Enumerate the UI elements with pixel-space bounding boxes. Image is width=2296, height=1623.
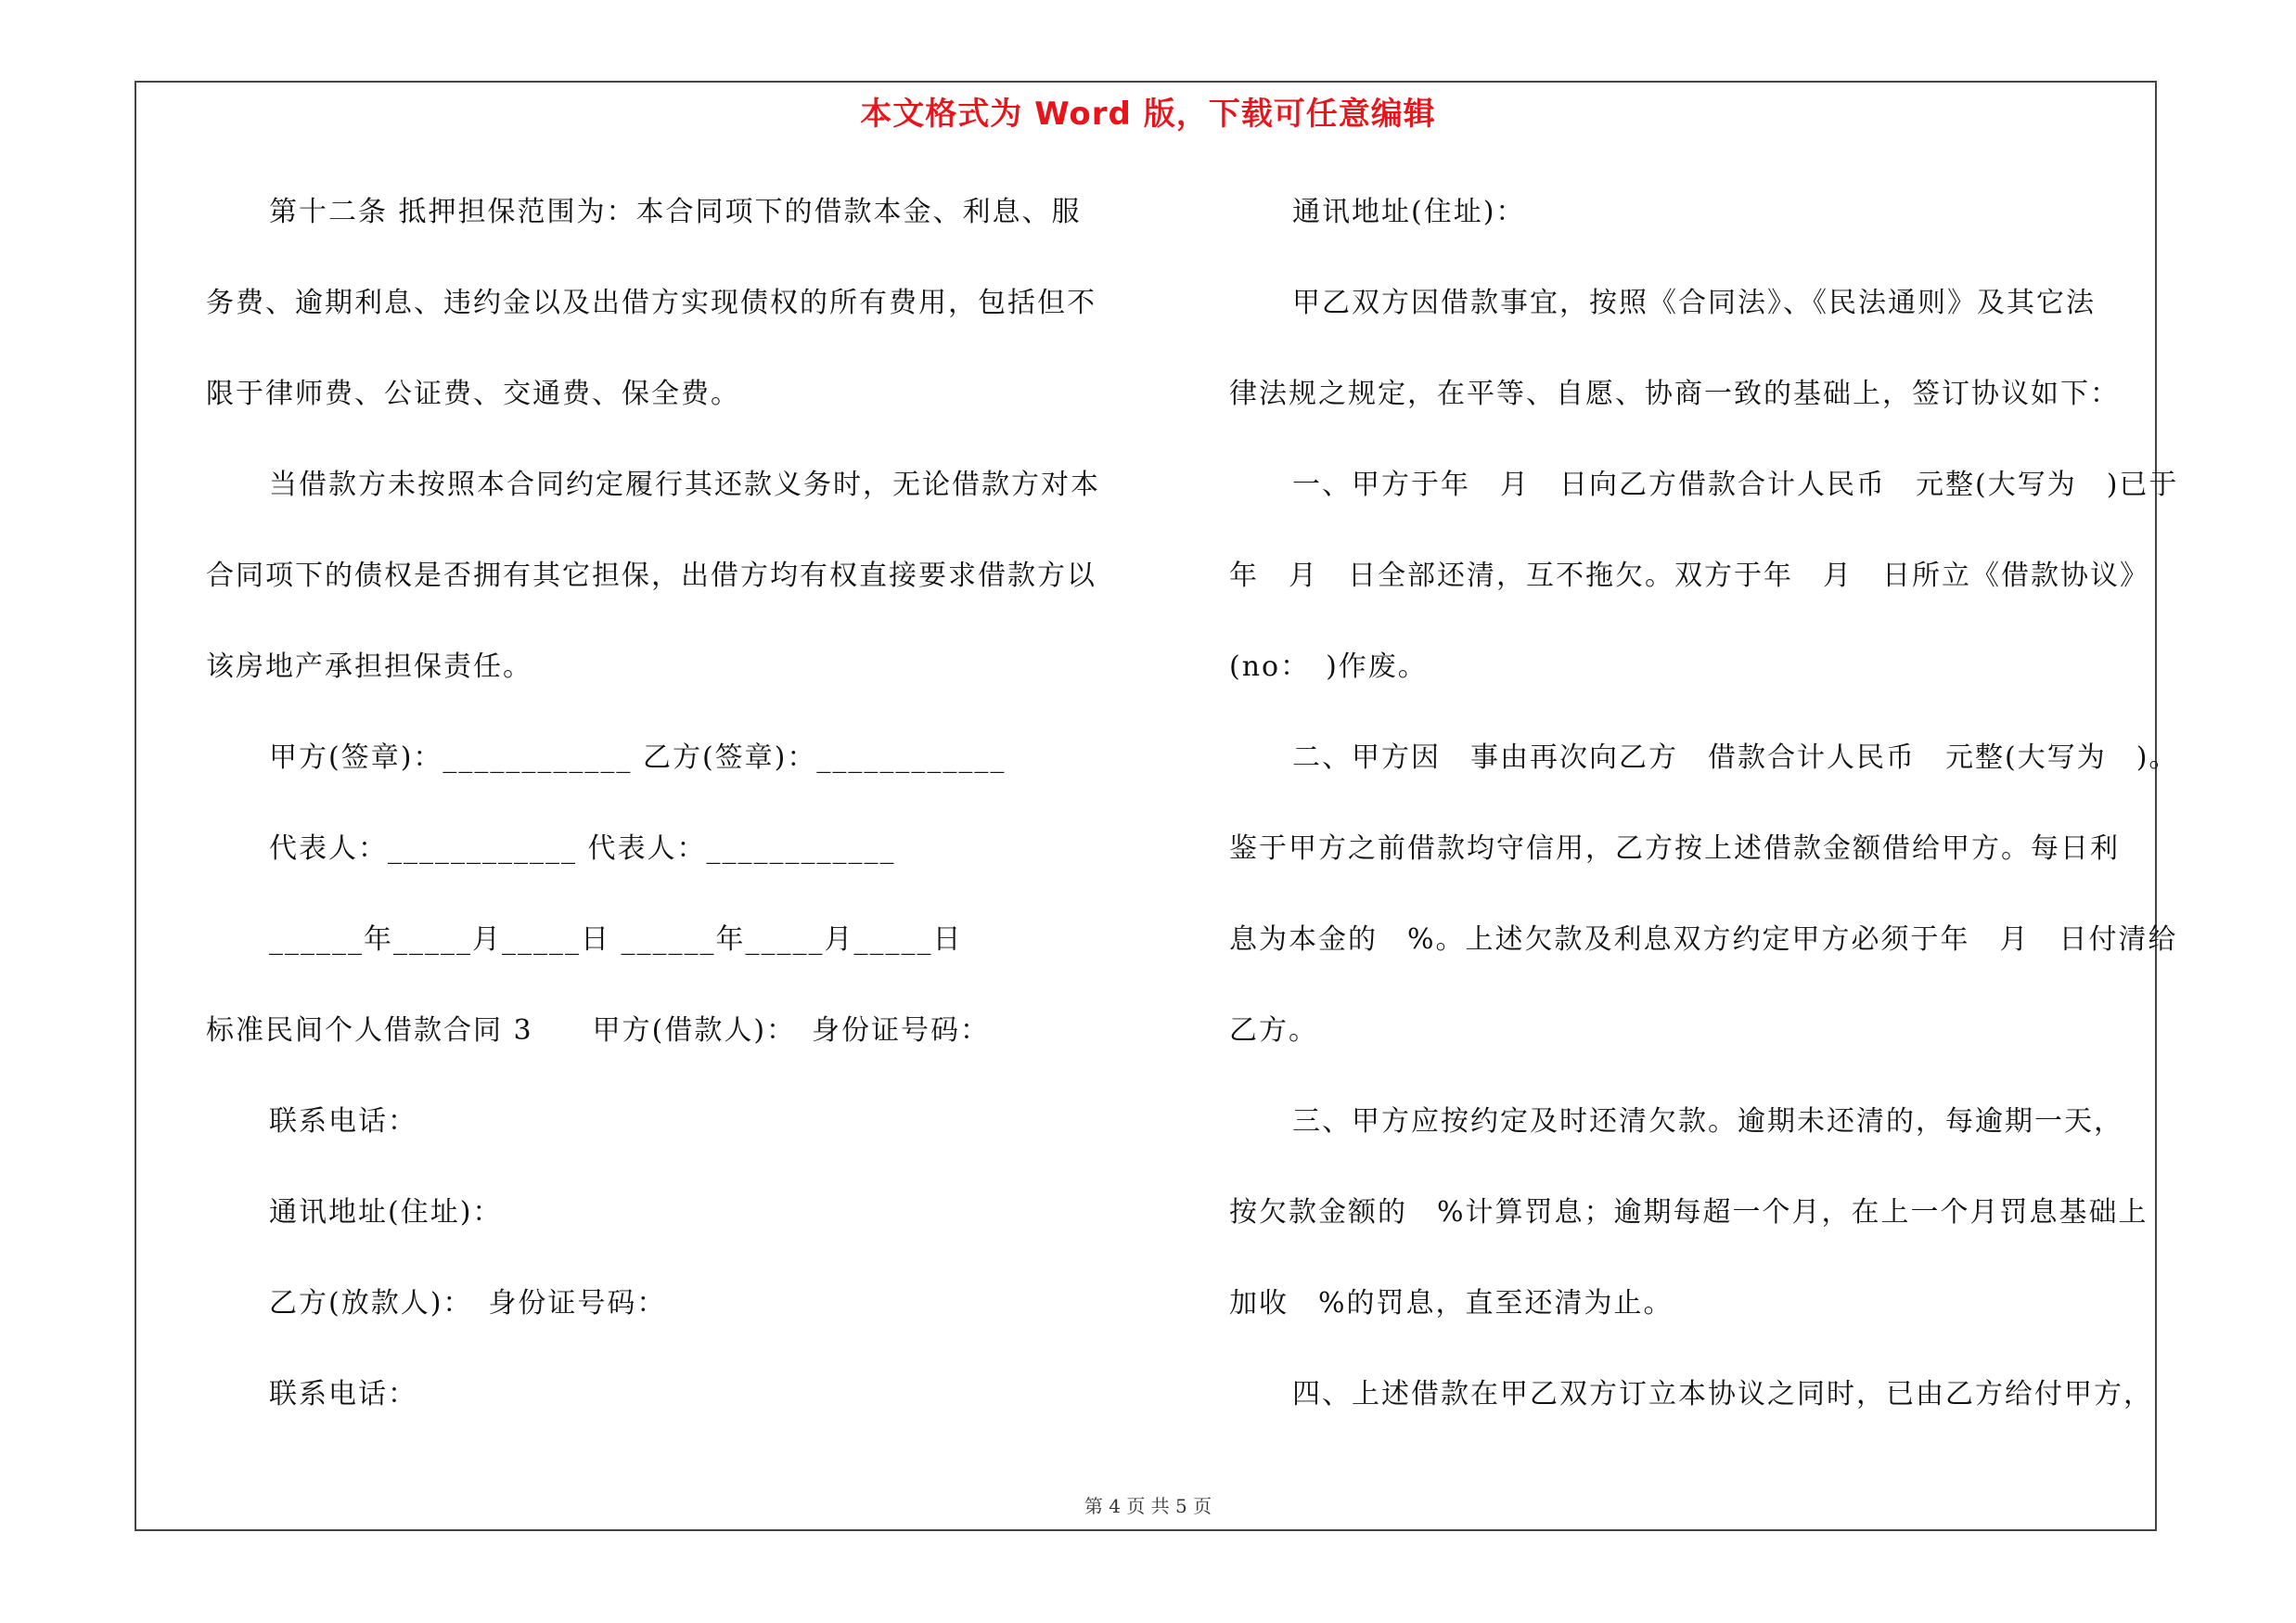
page-number: 第 4 页 共 5 页 [1084,1495,1212,1517]
right-column [1229,167,2179,1440]
text-line: 代表人：____________ 代表人：____________ [269,832,896,865]
text-line: 联系电话： [269,1105,417,1138]
text-line: 务费、逾期利息、违约金以及出借方实现债权的所有费用，包括但不 [206,287,1097,319]
text-line: 三、甲方应按约定及时还清欠款。逾期未还清的，每逾期一天， [1292,1105,2123,1138]
left-column [206,167,1138,1440]
text-line: 乙方(放款人)： 身份证号码： [269,1287,667,1320]
text-line: 通讯地址(住址)： [269,1196,503,1229]
text-line: 当借款方未按照本合同约定履行其还款义务时，无论借款方对本 [269,469,1100,501]
text-line: 息为本金的 %。上述欠款及利息双方约定甲方必须于年 月 日付清给 [1229,923,2178,956]
text-line: 甲乙双方因借款事宜，按照《合同法》、《民法通则》及其它法 [1292,287,2096,319]
text-line: 鉴于甲方之前借款均守信用，乙方按上述借款金额借给甲方。每日利 [1229,832,2120,865]
format-banner: 本文格式为 Word 版，下载可任意编辑 [860,96,1436,133]
text-line: 四、上述借款在甲乙双方订立本协议之同时，已由乙方给付甲方， [1292,1378,2153,1410]
text-line: ______年_____月_____日 ______年_____月_____日 [269,923,963,956]
text-line: 限于律师费、公证费、交通费、保全费。 [206,378,740,410]
text-line: 该房地产承担担保责任。 [206,650,532,683]
text-line: 甲方(签章)：____________ 乙方(签章)：____________ [269,741,1007,774]
text-line: 乙方。 [1229,1014,1318,1047]
text-line: 二、甲方因 事由再次向乙方 借款合计人民币 元整(大写为 )。 [1292,741,2179,774]
text-line: 律法规之规定，在平等、自愿、协商一致的基础上，签订协议如下： [1229,378,2120,410]
text-line: 联系电话： [269,1378,417,1410]
text-line: 一、甲方于年 月 日向乙方借款合计人民币 元整(大写为 )已于 [1292,469,2179,501]
text-line: 按欠款金额的 %计算罚息；逾期每超一个月，在上一个月罚息基础上 [1229,1196,2148,1229]
text-line: (no： )作废。 [1229,650,1428,683]
text-line: 年 月 日全部还清，互不拖欠。双方于年 月 日所立《借款协议》 [1229,560,2149,592]
text-line: 合同项下的债权是否拥有其它担保，出借方均有权直接要求借款方以 [206,560,1097,592]
text-line: 标准民间个人借款合同 3 甲方(借款人)： 身份证号码： [206,1014,991,1047]
text-line: 通讯地址(住址)： [1292,196,1526,228]
text-line: 第十二条 抵押担保范围为：本合同项下的借款本金、利息、服 [269,196,1082,228]
text-line: 加收 %的罚息，直至还清为止。 [1229,1287,1674,1320]
